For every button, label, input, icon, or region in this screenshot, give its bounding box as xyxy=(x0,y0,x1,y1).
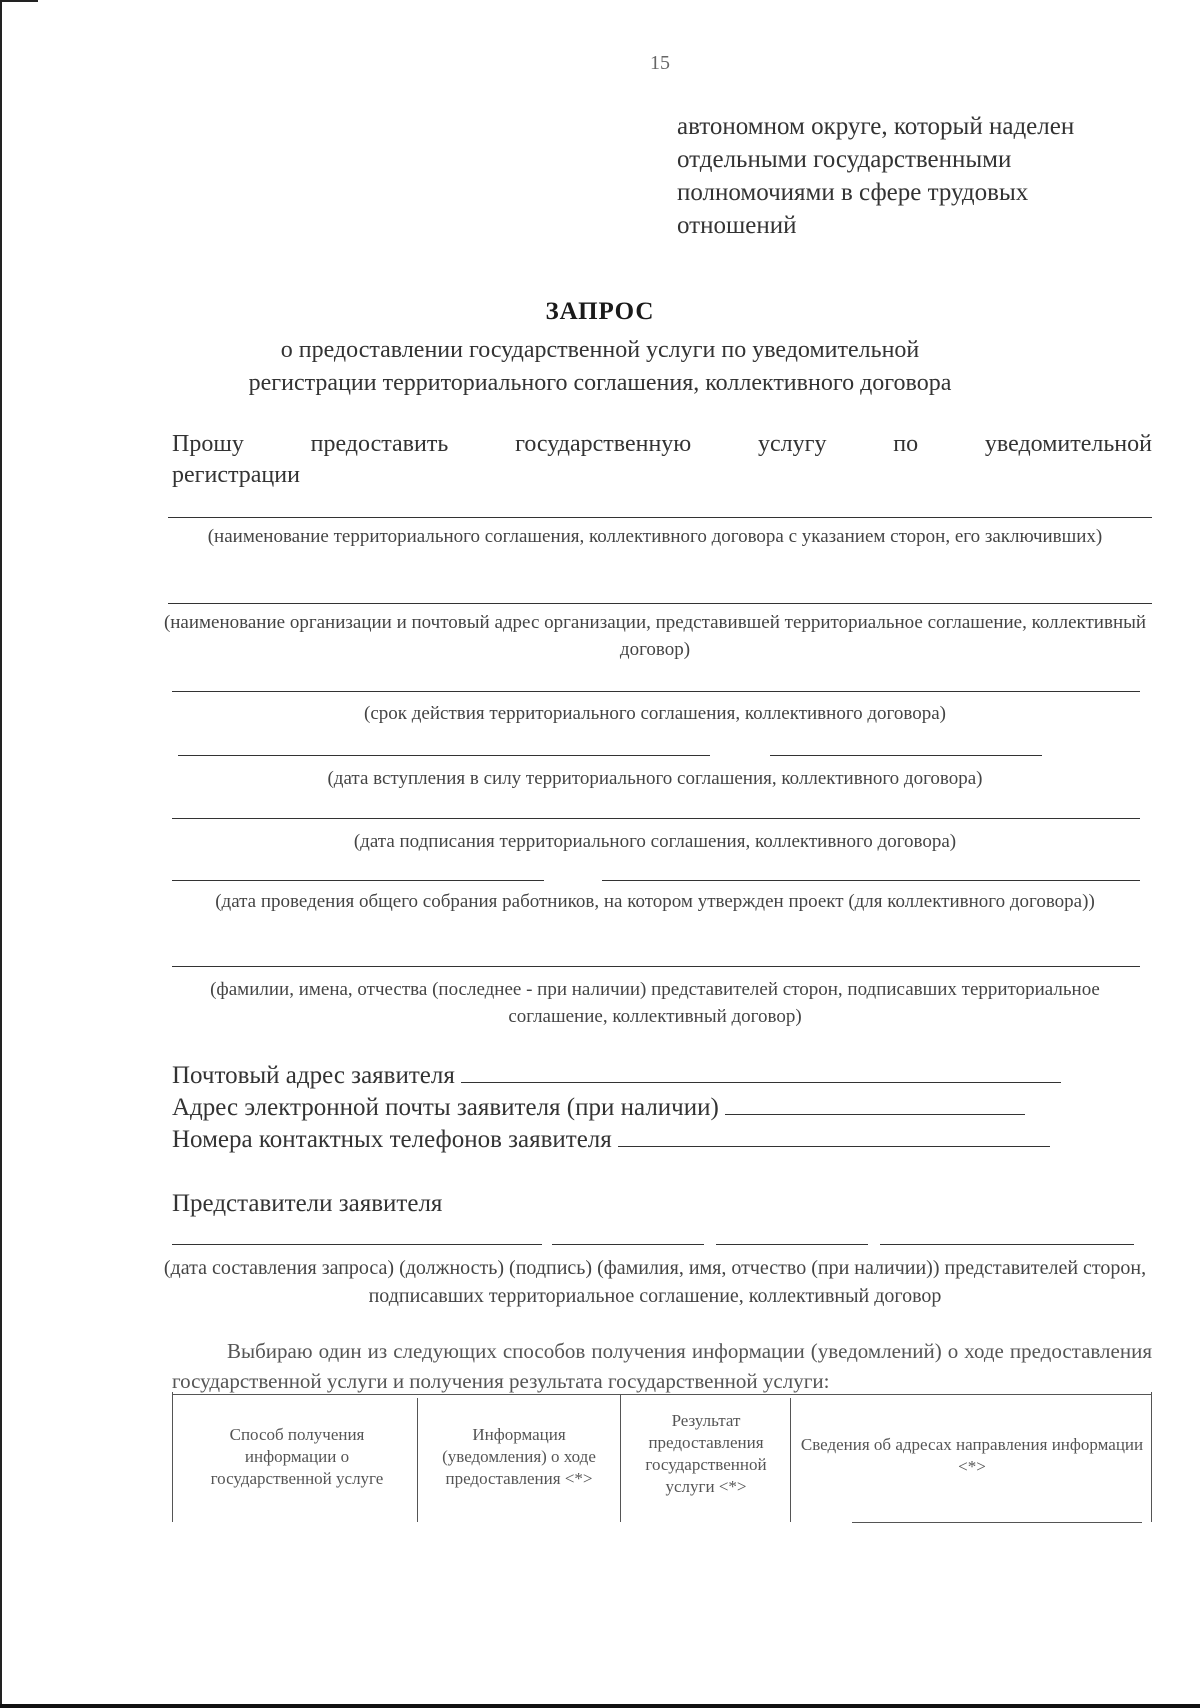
table-border-left xyxy=(172,1392,173,1522)
signing-date-caption: (дата подписания территориального соглашения, коллективного договора) xyxy=(353,831,957,852)
email-label: Адрес электронной почты заявителя (при наличии) xyxy=(172,1094,719,1121)
meeting-date-field[interactable] xyxy=(172,880,544,881)
signing-date-field[interactable] xyxy=(172,818,1140,819)
scan-edge-bottom xyxy=(0,1704,1200,1708)
organization-field[interactable] xyxy=(168,603,1152,604)
phones-label: Номера контактных телефонов заявителя xyxy=(172,1126,612,1153)
request-text-line1: Прошу предоставить государственную услугу по уведомительной xyxy=(172,431,1152,457)
postal-address-field[interactable] xyxy=(461,1062,1061,1083)
effective-date-field-2[interactable] xyxy=(770,755,1042,756)
table-header-result: Результат предоставления государственной услуги <*> xyxy=(645,1411,767,1496)
phones-row xyxy=(172,1126,1050,1154)
full-name-field[interactable] xyxy=(880,1244,1134,1245)
signatories-caption: (фамилии, имена, отчества (последнее - при наличии) представителей сторон, подписавших территориальное соглашение, коллективный договор) xyxy=(210,979,1100,1027)
addressee-line: отношений xyxy=(677,212,797,239)
postal-address-label: Почтовый адрес заявителя xyxy=(172,1062,455,1089)
delivery-method-text xyxy=(172,1336,1152,1396)
table-header-progress-info: Информация (уведомления) о ходе предоставления <*> xyxy=(442,1425,596,1488)
addressee-line: автономном округе, который наделен xyxy=(677,113,1075,140)
email-row xyxy=(172,1094,1025,1122)
request-date-field[interactable] xyxy=(172,1244,542,1245)
table-header-addresses: Сведения об адресах направления информации <*> xyxy=(800,1435,1144,1476)
table-header-method: Способ получения информации о государственной услуге xyxy=(210,1425,384,1488)
meeting-date-caption: (дата проведения общего собрания работников, на котором утвержден проект (для коллективного договора)) xyxy=(215,891,1095,912)
addressee-line: полномочиями в сфере трудовых xyxy=(677,179,1029,206)
effective-date-caption: (дата вступления в силу территориального соглашения, коллективного договора) xyxy=(327,768,983,789)
position-field[interactable] xyxy=(552,1244,704,1245)
representatives-heading: Представители заявителя xyxy=(172,1190,443,1217)
scan-edge-left xyxy=(0,0,2,1708)
representatives-caption: (дата составления запроса) (должность) (подпись) (фамилия, имя, отчество (при наличии)) представителей сторон, подписавших территориальное соглашение, коллективный договор xyxy=(163,1257,1147,1307)
organization-caption: (наименование организации и почтовый адрес организации, представившей территориальное соглашение, коллективный договор) xyxy=(163,612,1147,660)
table-border-right xyxy=(1151,1392,1152,1522)
meeting-date-field-2[interactable] xyxy=(602,880,1140,881)
page-number: 15 xyxy=(650,52,670,74)
table-column-divider xyxy=(790,1398,791,1522)
agreement-name-field[interactable] xyxy=(168,517,1152,518)
delivery-method-sentence: Выбираю один из следующих способов получения информации (уведомлений) о ходе предоставления государственной услуги и получения результата государственной услуги: xyxy=(172,1339,1152,1393)
table-top-border xyxy=(172,1394,1152,1395)
table-column-divider xyxy=(620,1394,621,1522)
subtitle-line: регистрации территориального соглашения, коллективного договора xyxy=(248,370,952,396)
email-field[interactable] xyxy=(725,1094,1025,1115)
validity-caption: (срок действия территориального соглашения, коллективного договора) xyxy=(364,703,946,724)
table-column-divider xyxy=(417,1398,418,1522)
table-cell-underline xyxy=(852,1522,1142,1523)
agreement-name-caption: (наименование территориального соглашения, коллективного договора с указанием сторон, его заключивших) xyxy=(207,526,1103,547)
document-title: ЗАПРОС xyxy=(545,298,655,325)
addressee-block xyxy=(677,110,1147,242)
postal-address-row xyxy=(172,1062,1061,1090)
validity-field[interactable] xyxy=(172,691,1140,692)
signatories-field[interactable] xyxy=(172,966,1140,967)
effective-date-field[interactable] xyxy=(178,755,710,756)
scan-edge-top xyxy=(0,0,38,2)
subtitle-line: о предоставлении государственной услуги по уведомительной xyxy=(280,337,920,363)
signature-field[interactable] xyxy=(716,1244,868,1245)
document-subtitle xyxy=(200,334,1000,400)
addressee-line: отдельными государственными xyxy=(677,146,1012,173)
phones-field[interactable] xyxy=(618,1126,1050,1147)
request-text-line2: регистрации xyxy=(172,462,300,488)
